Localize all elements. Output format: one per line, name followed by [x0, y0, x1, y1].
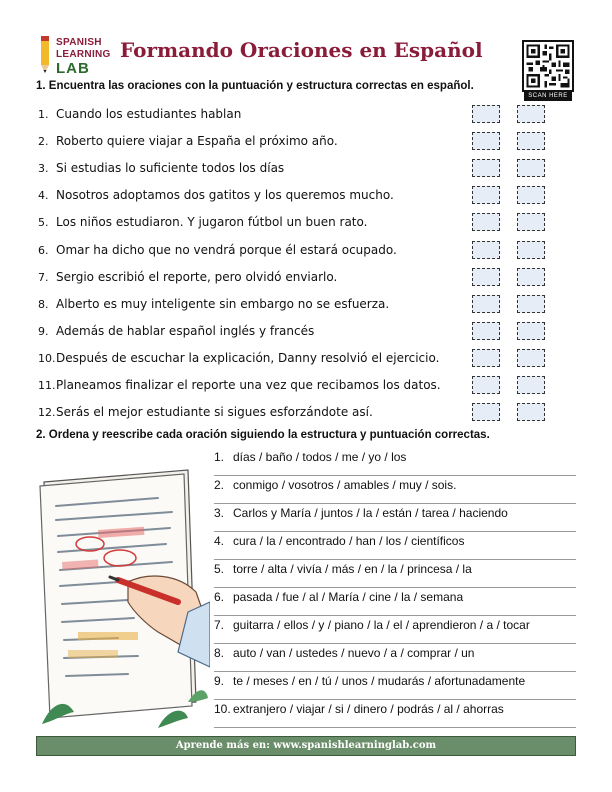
reorder-row[interactable] — [214, 532, 576, 560]
reorder-prompt — [214, 646, 474, 660]
reorder-words: cura / la / encontrado / han / los / científicos — [233, 534, 465, 548]
reorder-prompt — [214, 450, 406, 464]
section-1-heading: 1. Encuentra las oraciones con la puntuación y estructura correctas en español. — [36, 80, 474, 92]
reorder-words: guitarra / ellos / y / piano / la / el / aprendieron / a / tocar — [233, 618, 530, 632]
answer-box-incorrect[interactable] — [517, 105, 545, 123]
qr-code-icon — [524, 42, 572, 90]
reorder-prompt — [214, 590, 463, 604]
hand-writing-icon — [38, 462, 210, 732]
logo — [38, 36, 118, 76]
reorder-number: 5. — [214, 562, 225, 576]
footer-link[interactable]: Aprende más en: www.spanishlearninglab.com — [36, 736, 576, 756]
sentence-number: 6. — [38, 243, 49, 257]
answer-box-incorrect[interactable] — [517, 213, 545, 231]
answer-box-incorrect[interactable] — [517, 159, 545, 177]
reorder-row[interactable] — [214, 448, 576, 476]
logo-text-line1: SPANISH — [56, 37, 102, 48]
answer-box-correct[interactable] — [472, 349, 500, 367]
section-2-heading: 2. Ordena y reescribe cada oración siguiendo la estructura y puntuación correctas. — [36, 429, 490, 441]
reorder-words: pasada / fue / al / María / cine / la / semana — [233, 590, 464, 604]
reorder-number: 8. — [214, 646, 225, 660]
sentence-text: Además de hablar español inglés y francés — [56, 323, 315, 338]
answer-box-correct[interactable] — [472, 241, 500, 259]
sentence-text: Después de escuchar la explicación, Danny resolvió el ejercicio. — [56, 350, 440, 365]
answer-box-correct[interactable] — [472, 186, 500, 204]
sentence-text: Planeamos finalizar el reporte una vez que recibamos los datos. — [56, 378, 441, 392]
reorder-row[interactable] — [214, 700, 576, 728]
sentence-text: Roberto quiere viajar a España el próximo año. — [56, 134, 338, 149]
answer-box-correct[interactable] — [472, 132, 500, 150]
answer-box-correct[interactable] — [472, 105, 500, 123]
answer-box-correct[interactable] — [472, 213, 500, 231]
sentence-row — [38, 294, 468, 314]
answer-box-incorrect[interactable] — [517, 322, 545, 340]
reorder-words: conmigo / vosotros / amables / muy / sois. — [233, 478, 457, 492]
logo-text-line3: LAB — [56, 60, 90, 77]
reorder-row[interactable] — [214, 588, 576, 616]
answer-box-incorrect[interactable] — [517, 349, 545, 367]
reorder-words: torre / alta / vivía / más / en / la / princesa / la — [233, 562, 472, 576]
answer-box-incorrect[interactable] — [517, 241, 545, 259]
answer-box-incorrect[interactable] — [517, 403, 545, 421]
reorder-number: 7. — [214, 618, 225, 632]
sentence-row — [38, 131, 468, 151]
answer-box-correct[interactable] — [472, 376, 500, 394]
sentence-row — [38, 158, 468, 178]
reorder-number: 3. — [214, 506, 225, 520]
sentence-text: Si estudias lo suficiente todos los días — [56, 161, 285, 176]
answer-box-incorrect[interactable] — [517, 376, 545, 394]
sentence-number: 9. — [38, 324, 49, 338]
sentence-number: 5. — [38, 216, 49, 230]
sentence-number: 3. — [38, 162, 49, 176]
reorder-prompt — [214, 702, 504, 716]
reorder-words: días / baño / todos / me / yo / los — [233, 450, 407, 464]
reorder-words: te / meses / en / tú / unos / mudarás / afortunadamente — [233, 674, 526, 688]
sentence-text: Cuando los estudiantes hablan — [56, 107, 242, 121]
reorder-number: 4. — [214, 534, 225, 548]
reorder-prompt — [214, 478, 456, 492]
reorder-number: 2. — [214, 478, 225, 492]
sentence-text: Sergio escribió el reporte, pero olvidó enviarlo. — [56, 269, 338, 284]
answer-box-correct[interactable] — [472, 295, 500, 313]
qr-caption: SCAN HERE — [524, 92, 572, 101]
reorder-row[interactable] — [214, 560, 576, 588]
reorder-number: 1. — [214, 450, 225, 464]
answer-box-correct[interactable] — [472, 403, 500, 421]
sentence-row — [38, 185, 468, 205]
sentence-text: Omar ha dicho que no vendrá porque él estará ocupado. — [56, 242, 397, 257]
sentence-number: 7. — [38, 270, 49, 284]
reorder-row[interactable] — [214, 616, 576, 644]
sentence-row — [38, 212, 468, 232]
sentence-number: 4. — [38, 189, 49, 203]
reorder-number: 6. — [214, 590, 225, 604]
sentence-number: 1. — [38, 108, 49, 121]
sentence-number: 8. — [38, 297, 49, 311]
sentence-number: 10. — [38, 351, 56, 365]
reorder-prompt — [214, 534, 464, 548]
answer-box-correct[interactable] — [472, 268, 500, 286]
reorder-row[interactable] — [214, 644, 576, 672]
sentence-number: 11. — [38, 379, 56, 392]
sentence-number: 2. — [38, 135, 49, 149]
reorder-prompt — [214, 562, 472, 576]
answer-box-correct[interactable] — [472, 322, 500, 340]
reorder-row[interactable] — [214, 476, 576, 504]
reorder-number: 10. — [214, 702, 231, 716]
sentence-text: Los niños estudiaron. Y jugaron fútbol un buen rato. — [56, 215, 368, 230]
student-writing-illustration — [38, 462, 210, 732]
reorder-prompt — [214, 618, 530, 632]
reorder-prompt — [214, 674, 525, 688]
reorder-words: auto / van / ustedes / nuevo / a / comprar / un — [233, 646, 475, 660]
pencil-icon — [38, 36, 52, 74]
reorder-words: extranjero / viajar / si / dinero / podrás / al / ahorras — [233, 702, 504, 716]
reorder-row[interactable] — [214, 504, 576, 532]
sentence-text: Nosotros adoptamos dos gatitos y los queremos mucho. — [56, 188, 394, 203]
reorder-number: 9. — [214, 674, 225, 688]
answer-box-incorrect[interactable] — [517, 295, 545, 313]
answer-box-correct[interactable] — [472, 159, 500, 177]
sentence-row — [38, 375, 468, 395]
sentence-text: Alberto es muy inteligente sin embargo no se esfuerza. — [56, 296, 390, 311]
reorder-prompt — [214, 506, 508, 520]
sentence-row — [38, 104, 468, 124]
sentence-number: 12. — [38, 406, 56, 420]
answer-box-incorrect[interactable] — [517, 186, 545, 204]
sentence-row — [38, 348, 468, 368]
qr-code[interactable] — [522, 40, 574, 92]
answer-box-incorrect[interactable] — [517, 132, 545, 150]
answer-box-incorrect[interactable] — [517, 268, 545, 286]
sentence-row — [38, 240, 468, 260]
sentence-row — [38, 321, 468, 341]
logo-text-line2: LEARNING — [56, 49, 111, 60]
reorder-words: Carlos y María / juntos / la / están / tarea / haciendo — [233, 506, 508, 520]
reorder-row[interactable] — [214, 672, 576, 700]
sentence-row — [38, 267, 468, 287]
sentence-text: Serás el mejor estudiante si sigues esforzándote así. — [56, 405, 373, 420]
page-title: Formando Oraciones en Español — [120, 38, 483, 62]
sentence-row — [38, 402, 468, 422]
